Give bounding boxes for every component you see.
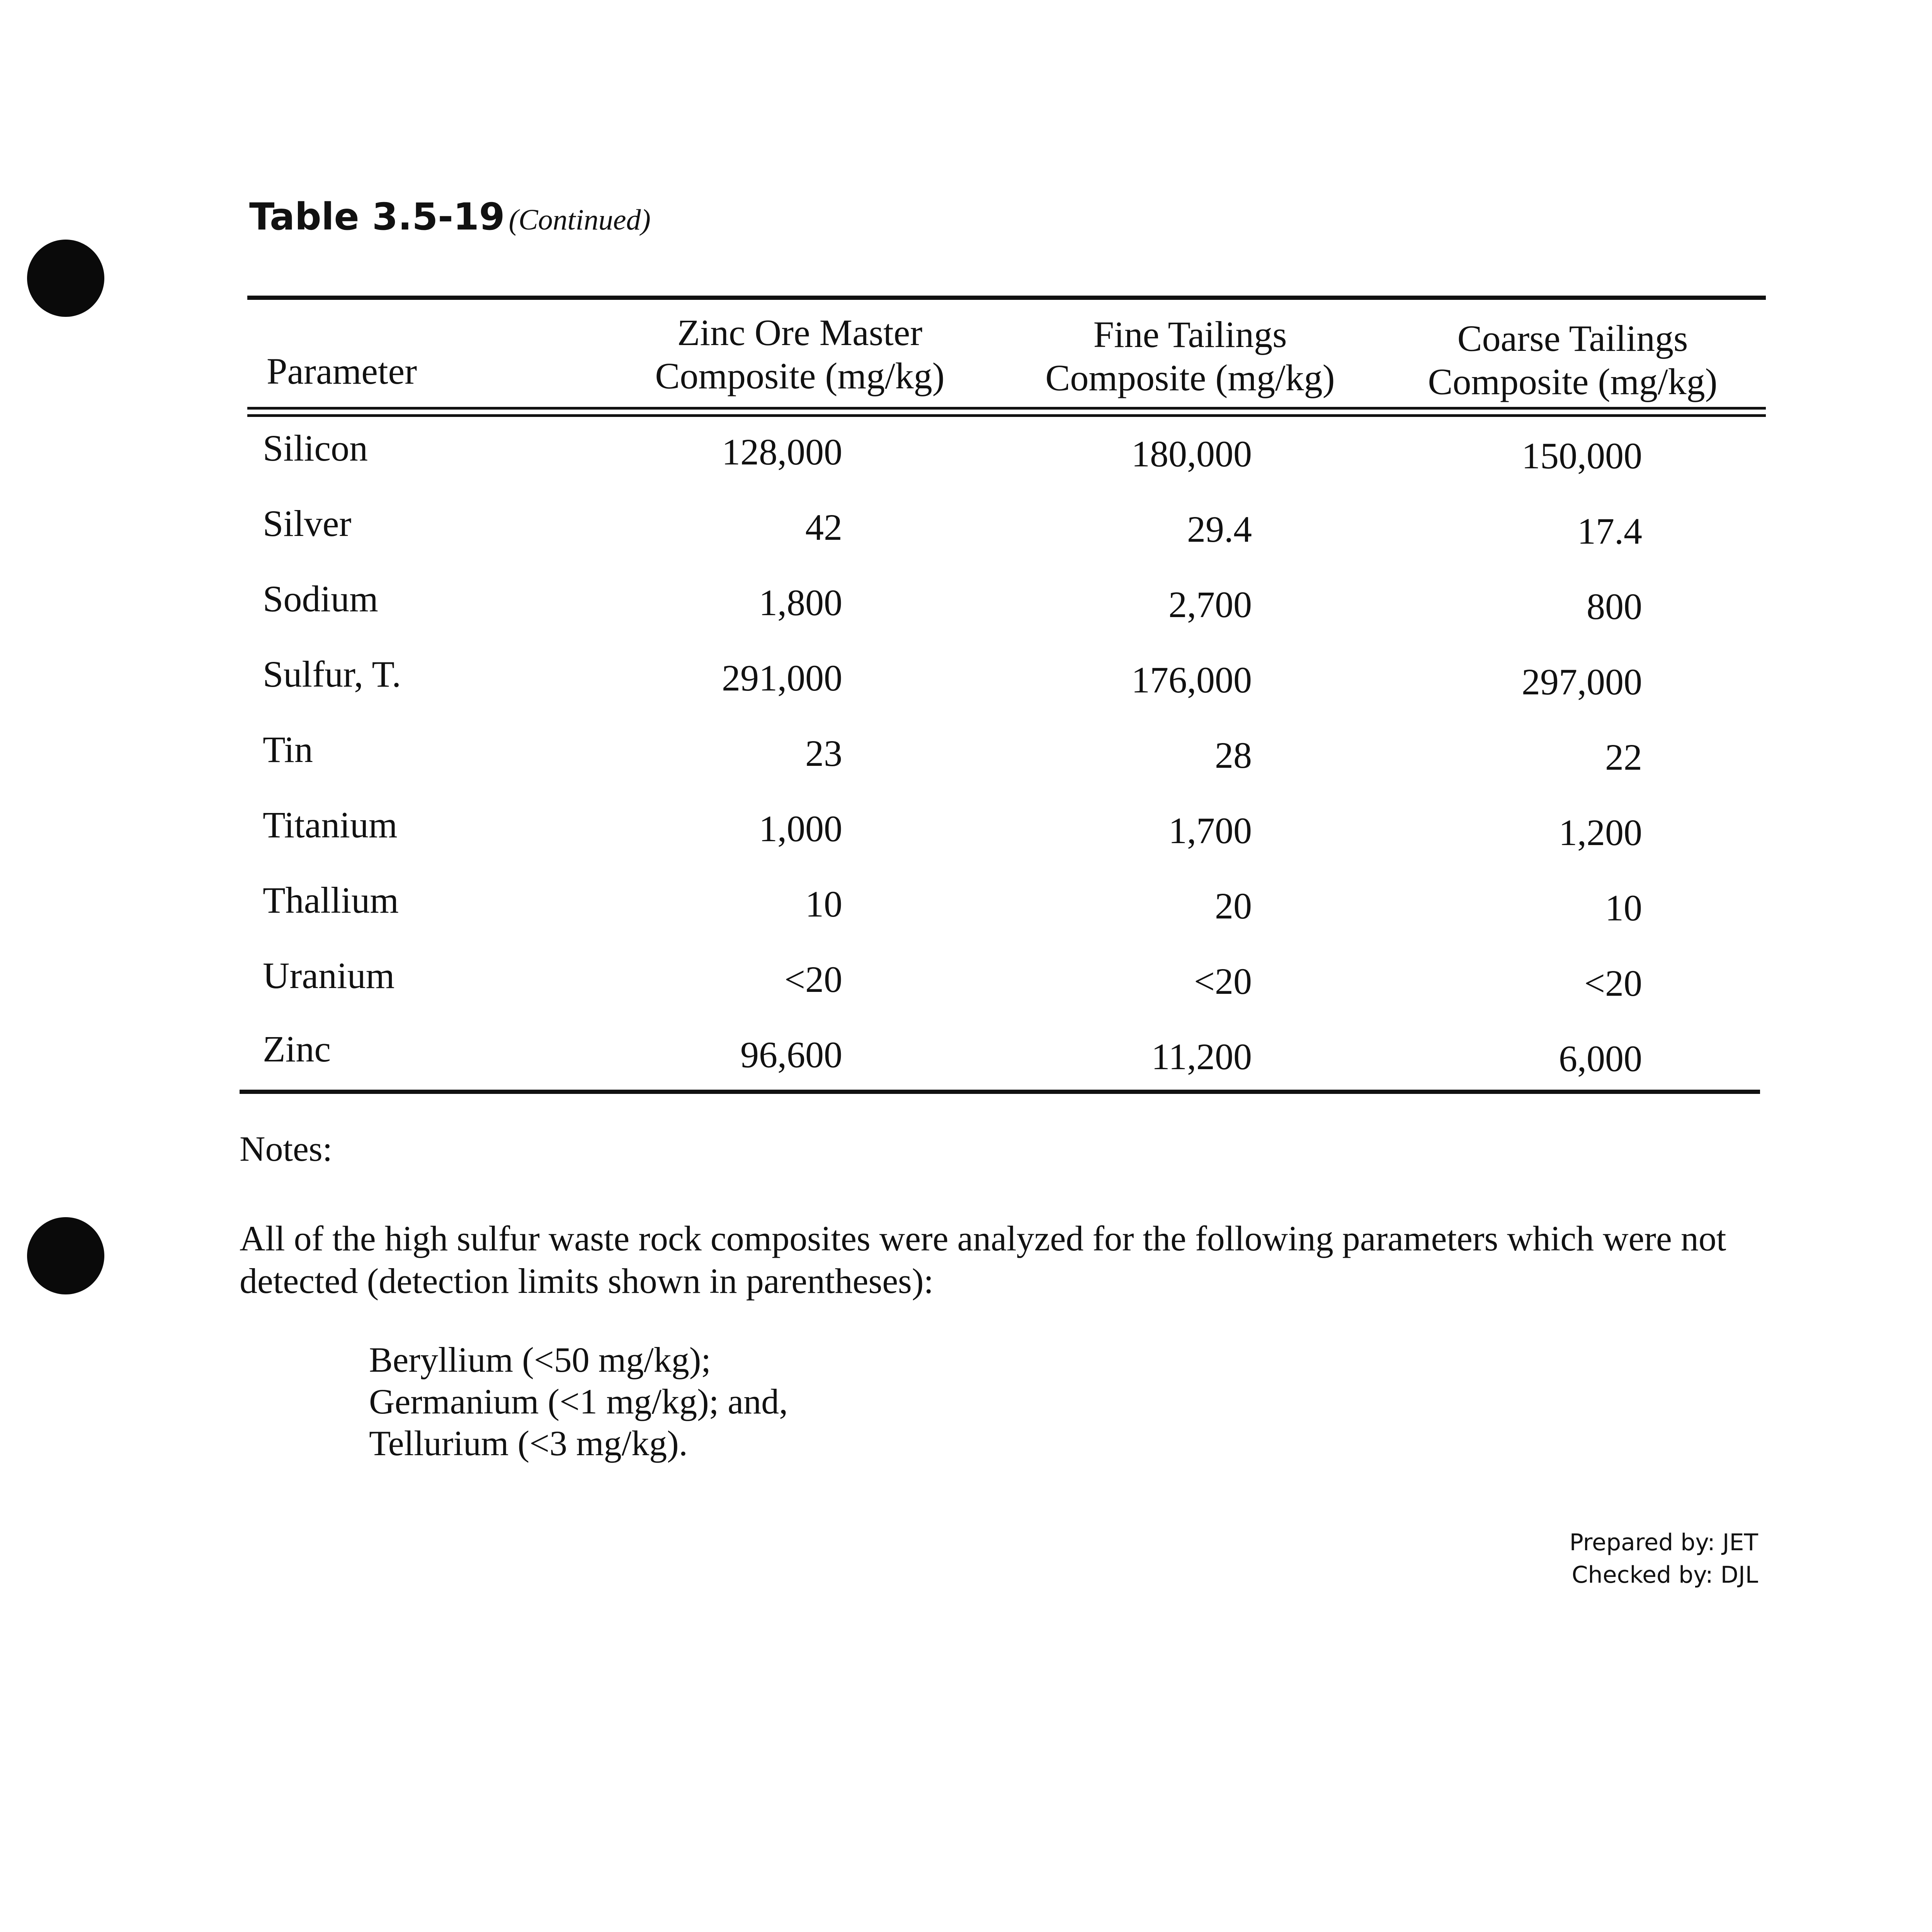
header-parameter: Parameter xyxy=(267,350,417,392)
signoff-block xyxy=(1430,1526,1758,1591)
cell-value: 10 xyxy=(805,883,842,925)
table-bottom-rule xyxy=(240,1090,1760,1094)
cell-value: 42 xyxy=(805,507,842,548)
cell-value: 180,000 xyxy=(1131,433,1252,474)
header-coarse-tailings: Coarse Tailings Composite (mg/kg) xyxy=(1428,318,1718,402)
cell-value: 11,200 xyxy=(1151,1036,1252,1077)
cell-value: 28 xyxy=(1215,735,1252,776)
cell-value: 150,000 xyxy=(1522,435,1642,476)
param-tin: Tin xyxy=(263,729,313,770)
cell-value: 800 xyxy=(1587,586,1642,627)
cell-value: 1,800 xyxy=(759,582,842,623)
cell-value: 128,000 xyxy=(722,431,842,473)
header-fine-tailings: Fine Tailings Composite (mg/kg) xyxy=(1045,314,1335,398)
cell-value: <20 xyxy=(784,959,842,1000)
punch-hole-top xyxy=(27,240,104,317)
cell-value: 96,600 xyxy=(740,1034,842,1075)
list-item: Tellurium (<3 mg/kg). xyxy=(369,1423,688,1463)
param-sulfur: Sulfur, T. xyxy=(263,653,401,695)
cell-value: 1,200 xyxy=(1559,812,1642,853)
cell-value: 17.4 xyxy=(1577,510,1642,552)
cell-value: 176,000 xyxy=(1131,659,1252,701)
prepared-by: Prepared by: JET xyxy=(1569,1529,1758,1556)
header-double-rule-1 xyxy=(247,407,1766,410)
table-title-qualifier: (Continued) xyxy=(509,204,651,236)
header-zinc-ore-master: Zinc Ore Master Composite (mg/kg) xyxy=(655,312,945,396)
punch-hole-middle xyxy=(27,1217,104,1294)
list-item: Germanium (<1 mg/kg); and, xyxy=(369,1382,788,1421)
param-thallium: Thallium xyxy=(263,879,399,921)
param-sodium: Sodium xyxy=(263,578,378,619)
cell-value: 2,700 xyxy=(1168,584,1252,625)
cell-value: 10 xyxy=(1605,887,1642,929)
param-silicon: Silicon xyxy=(263,427,368,469)
notes-label: Notes: xyxy=(240,1129,333,1168)
cell-value: <20 xyxy=(1584,963,1642,1004)
notes-paragraph: All of the high sulfur waste rock composites were analyzed for the following parameters which were not detected (detection limits shown in parentheses): xyxy=(240,1219,1726,1301)
cell-value: 20 xyxy=(1215,885,1252,927)
cell-value: 22 xyxy=(1605,736,1642,778)
notes-list xyxy=(369,1339,788,1464)
cell-value: 29.4 xyxy=(1187,509,1252,550)
table-title-main: Table 3.5-19 xyxy=(249,195,505,238)
cell-value: 23 xyxy=(805,733,842,774)
param-zinc: Zinc xyxy=(263,1028,331,1070)
cell-value: 6,000 xyxy=(1559,1038,1642,1079)
table-title xyxy=(249,195,651,238)
cell-value: 1,700 xyxy=(1168,810,1252,851)
header-double-rule-2 xyxy=(247,414,1766,417)
param-silver: Silver xyxy=(263,503,352,544)
list-item: Beryllium (<50 mg/kg); xyxy=(369,1340,711,1379)
param-uranium: Uranium xyxy=(263,955,395,996)
cell-value: 297,000 xyxy=(1522,661,1642,702)
cell-value: 1,000 xyxy=(759,808,842,849)
cell-value: 291,000 xyxy=(722,657,842,699)
param-titanium: Titanium xyxy=(263,804,398,845)
table-top-rule xyxy=(247,296,1766,300)
cell-value: <20 xyxy=(1194,961,1252,1002)
checked-by: Checked by: DJL xyxy=(1571,1561,1758,1588)
